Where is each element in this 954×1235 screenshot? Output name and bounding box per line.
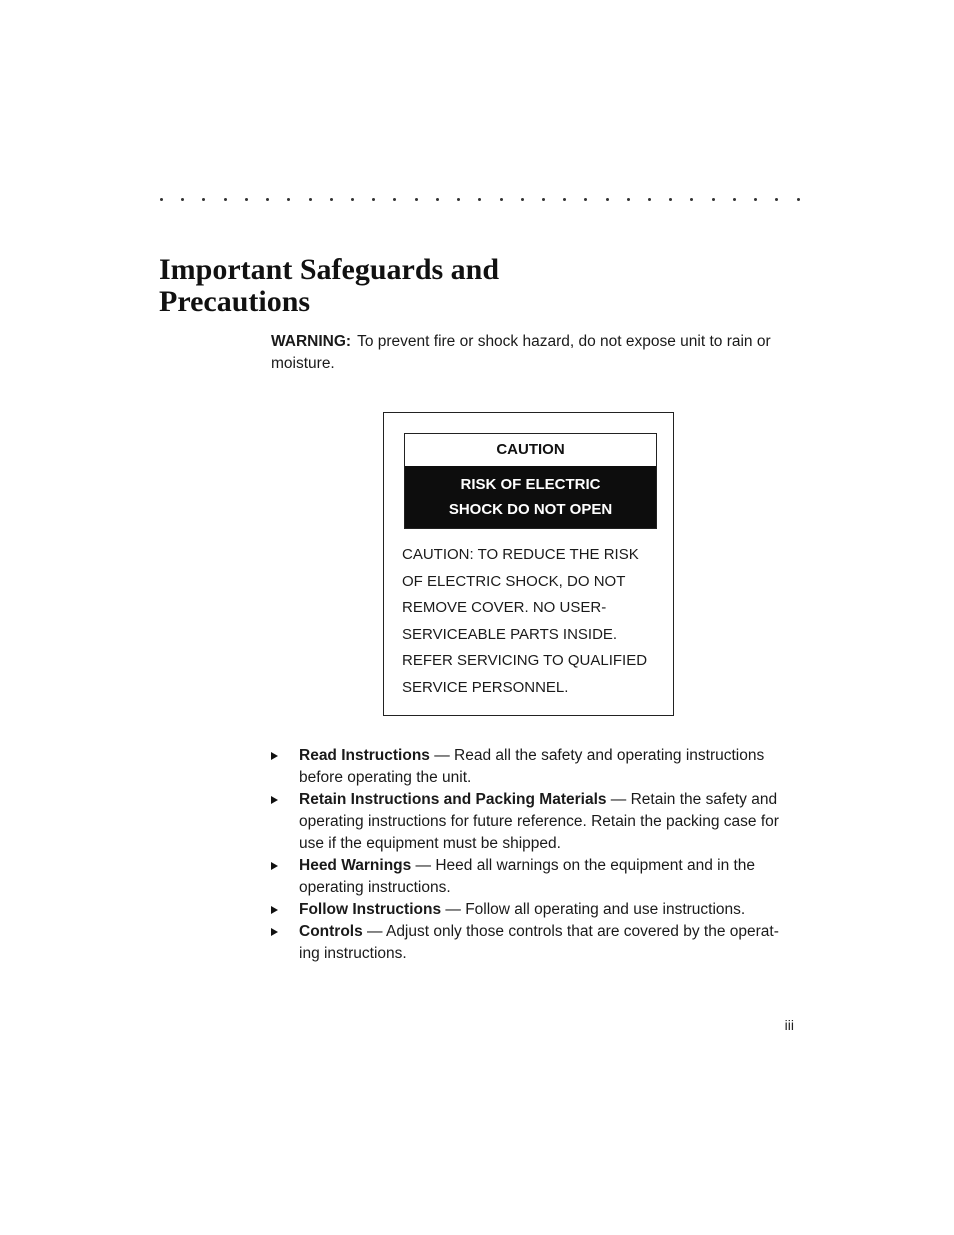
list-item-text: — Read all the safety and operating instructions before operating the unit. [299, 747, 765, 786]
list-item [271, 899, 793, 921]
triangle-bullet-icon [271, 928, 278, 936]
dot [245, 198, 248, 201]
dot [309, 198, 312, 201]
list-item-text: — Heed all warnings on the equipment and in the operating instructions. [299, 857, 756, 896]
warning-label: WARNING: [271, 333, 352, 350]
dot [351, 198, 354, 201]
caution-text-line: CAUTION: TO REDUCE THE RISK [402, 546, 639, 563]
list-item [271, 745, 793, 789]
list-item-text: — Retain the safety and operating instructions for future reference. Retain the packing case for use if the equipment must be shipped. [299, 791, 779, 852]
dot [415, 198, 418, 201]
caution-label [404, 433, 657, 529]
dotted-rule [160, 198, 800, 201]
page-number: iii [784, 1017, 794, 1033]
dot [754, 198, 757, 201]
caution-text-line: SERVICE PERSONNEL. [402, 678, 569, 696]
caution-box [383, 412, 674, 716]
caution-text-line: REFER SERVICING TO QUALIFIED [402, 652, 648, 670]
dot [775, 198, 778, 201]
dot [202, 198, 205, 201]
caution-label-heading: CAUTION [405, 434, 656, 466]
dot [181, 198, 184, 201]
dot [648, 198, 651, 201]
dot [372, 198, 375, 201]
dot [627, 198, 630, 201]
dot [521, 198, 524, 201]
dot [436, 198, 439, 201]
list-item-term: Follow Instructions [299, 901, 442, 918]
dot [542, 198, 545, 201]
warning-paragraph [271, 331, 791, 375]
triangle-bullet-icon [271, 906, 278, 914]
page-title-line-2: Precautions [159, 285, 311, 318]
list-item [271, 921, 793, 965]
dot [224, 198, 227, 201]
dot [733, 198, 736, 201]
list-item-term: Retain Instructions and Packing Materials [299, 791, 607, 808]
dot [287, 198, 290, 201]
caution-label-warning [405, 466, 656, 528]
dot [160, 198, 163, 201]
dot [330, 198, 333, 201]
dot [797, 198, 800, 201]
safeguards-list [271, 745, 793, 965]
list-item [271, 855, 793, 899]
triangle-bullet-icon [271, 862, 278, 870]
dot [457, 198, 460, 201]
dot [478, 198, 481, 201]
dot [266, 198, 269, 201]
warning-text: To prevent fire or shock hazard, do not expose unit to rain or moisture. [271, 333, 771, 372]
list-item-text: — Adjust only those controls that are covered by the operat-ing instructions. [299, 923, 779, 962]
caution-text-line: SERVICEABLE PARTS INSIDE. [402, 625, 618, 643]
dot [669, 198, 672, 201]
list-item-term: Controls [299, 923, 363, 940]
list-item-text: — Follow all operating and use instructions. [441, 901, 746, 918]
caution-text-line: REMOVE COVER. NO USER- [402, 599, 607, 617]
dot [500, 198, 503, 201]
dot [712, 198, 715, 201]
triangle-bullet-icon [271, 796, 278, 804]
caution-label-line-1: RISK OF ELECTRIC [460, 476, 601, 493]
triangle-bullet-icon [271, 752, 278, 760]
dot [690, 198, 693, 201]
page-title [159, 254, 499, 318]
list-item-term: Read Instructions [299, 747, 430, 764]
page-title-line-1: Important Safeguards and [159, 253, 500, 286]
list-item-term: Heed Warnings [299, 857, 412, 874]
dot [584, 198, 587, 201]
caution-text [402, 542, 667, 702]
dot [563, 198, 566, 201]
list-item [271, 789, 793, 855]
caution-label-line-2: SHOCK DO NOT OPEN [448, 501, 613, 518]
dot [606, 198, 609, 201]
caution-text-line: OF ELECTRIC SHOCK, DO NOT [402, 572, 626, 590]
dot [393, 198, 396, 201]
